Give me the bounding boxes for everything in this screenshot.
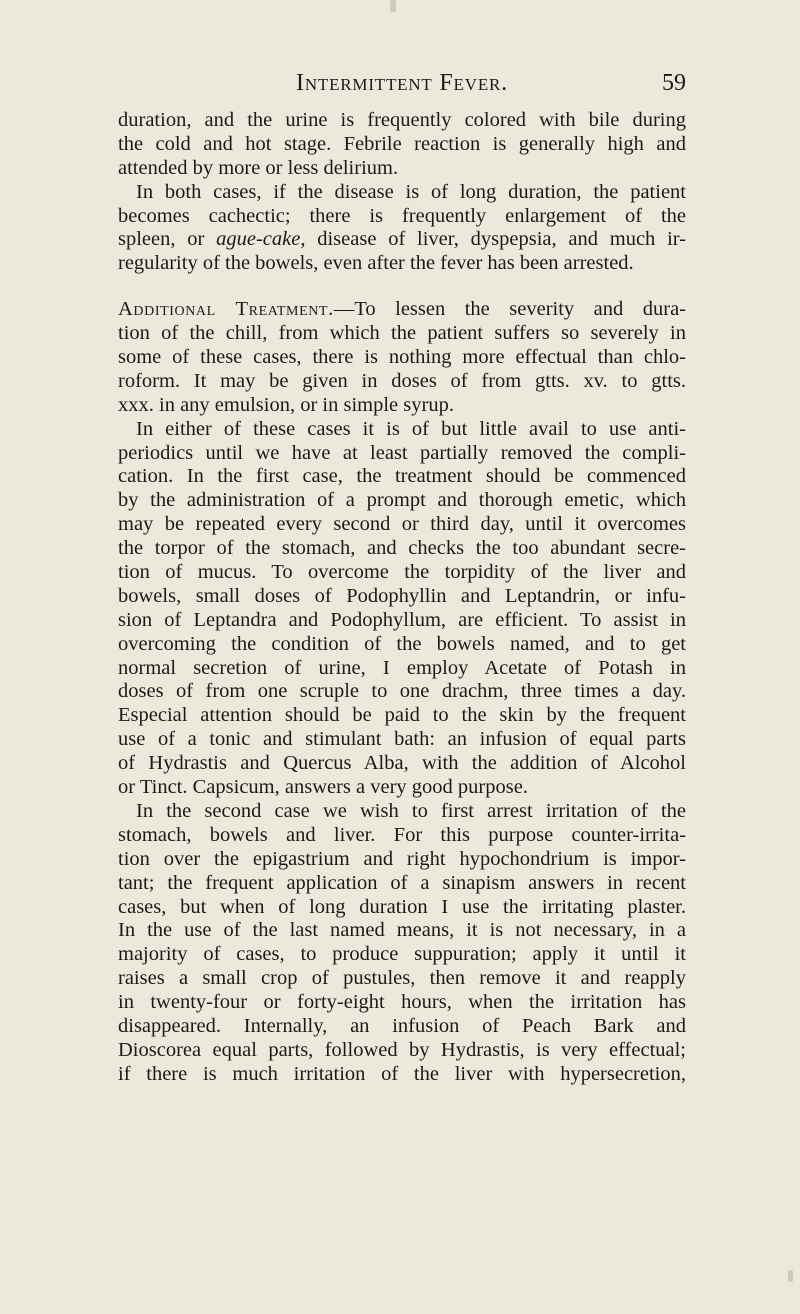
text-line: use of a tonic and stimulant bath: an infusion of equal parts	[118, 728, 686, 751]
text-line: In both cases, if the disease is of long duration, the patient	[136, 180, 686, 203]
top-edge-mark	[390, 0, 396, 12]
text-line: In the use of the last named means, it is not necessary, in a	[118, 919, 686, 942]
text-line: periodics until we have at least partially removed the compli-	[118, 441, 686, 464]
paragraph	[118, 181, 686, 277]
text-line: tant; the frequent application of a sinapism answers in recent	[118, 871, 686, 894]
text-line: duration, and the urine is frequently colored with bile during	[118, 109, 686, 131]
text-line: raises a small crop of pustules, then remove it and reapply	[118, 967, 686, 990]
text-line: overcoming the condition of the bowels named, and to get	[118, 632, 686, 655]
text-line: Especial attention should be paid to the skin by the frequent	[118, 704, 686, 727]
text-line: Dioscorea equal parts, followed by Hydrastis, is very effectual;	[118, 1038, 686, 1061]
bottom-edge-mark	[788, 1270, 793, 1282]
text-line: tion over the epigastrium and right hypochondrium is impor-	[118, 847, 686, 870]
text-line: xxx. in any emulsion, or in simple syrup.	[118, 393, 454, 416]
paragraph	[118, 800, 686, 1087]
text-line: disappeared. Internally, an infusion of Peach Bark and	[118, 1014, 686, 1037]
text-line: In either of these cases it is of but little avail to use anti-	[136, 417, 686, 440]
text-line: roform. It may be given in doses of from gtts. xv. to gtts.	[118, 369, 686, 392]
text-run: —To lessen the severity and dura-	[333, 298, 686, 321]
text-line: if there is much irritation of the liver with hypersecretion,	[118, 1062, 686, 1085]
text-line: cases, but when of long duration I use the irritating plaster.	[118, 895, 686, 918]
page-number: 59	[662, 70, 686, 96]
section-gap	[118, 276, 686, 298]
text-line: by the administration of a prompt and thorough emetic, which	[118, 489, 686, 512]
text-line: attended by more or less delirium.	[118, 156, 399, 179]
italic-term: ague-cake	[216, 228, 301, 251]
text-line: in twenty-four or forty-eight hours, when the irritation has	[118, 991, 686, 1014]
running-title: Intermittent Fever.	[296, 70, 508, 96]
paragraph	[118, 109, 686, 181]
paragraph	[118, 418, 686, 800]
paragraph	[118, 298, 686, 417]
text-line: sion of Leptandra and Podophyllum, are efficient. To assist in	[118, 608, 686, 631]
text-line: doses of from one scruple to one drachm, three times a day.	[118, 680, 686, 703]
text-line: bowels, small doses of Podophyllin and Leptandrin, or infu-	[118, 584, 686, 607]
text-line: stomach, bowels and liver. For this purpose counter-irrita-	[118, 823, 686, 846]
text-line: cation. In the first case, the treatment should be commenced	[118, 465, 686, 488]
text-line	[118, 298, 686, 322]
text-line: spleen, or ague-cake, disease of liver, dyspepsia, and much ir-	[118, 228, 687, 251]
text-line: regularity of the bowels, even after the fever has been arrested.	[118, 252, 634, 275]
section-heading: Additional Treatment.	[118, 298, 334, 321]
text-line: tion of mucus. To overcome the torpidity of the liver and	[118, 561, 686, 584]
text-line: tion of the chill, from which the patient suffers so severely in	[118, 322, 686, 345]
text-line: or Tinct. Capsicum, answers a very good purpose.	[118, 776, 528, 799]
text-line: may be repeated every second or third day, until it overcomes	[118, 513, 686, 536]
text-line: normal secretion of urine, I employ Acetate of Potash in	[118, 656, 686, 679]
text-line: becomes cachectic; there is frequently enlargement of the	[118, 204, 686, 227]
text-line: the torpor of the stomach, and checks the too abundant secre-	[118, 537, 686, 560]
text-line: In the second case we wish to first arrest irritation of the	[136, 799, 686, 822]
body-text	[118, 109, 686, 1087]
text-line: majority of cases, to produce suppuration; apply it until it	[118, 943, 686, 966]
text-line: the cold and hot stage. Febrile reaction is generally high and	[118, 132, 686, 155]
page-header	[118, 70, 686, 100]
text-line: some of these cases, there is nothing more effectual than chlo-	[118, 346, 686, 369]
text-line: of Hydrastis and Quercus Alba, with the addition of Alcohol	[118, 752, 686, 775]
